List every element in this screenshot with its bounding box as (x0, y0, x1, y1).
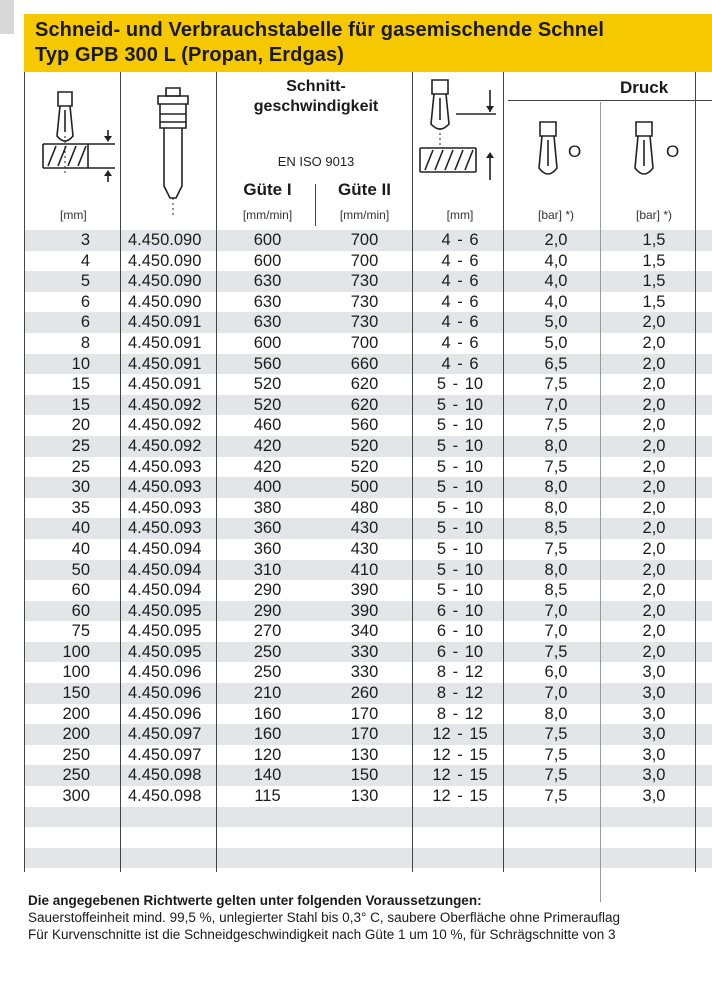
table-row (24, 807, 712, 828)
guete-1-cell: 630 (253, 272, 282, 291)
guete-2-cell: 620 (350, 375, 379, 394)
article-number-cell: 4.450.095 (128, 622, 202, 641)
table-row (24, 395, 712, 416)
guete-2-cell: 150 (350, 766, 379, 785)
unit-pressure-2: [bar] *) (635, 208, 672, 222)
nozzle-icon (148, 84, 198, 218)
thickness-cell: 6 (80, 292, 90, 311)
table-row (24, 333, 712, 354)
thickness-cell: 60 (71, 581, 90, 600)
article-number-cell: 4.450.094 (128, 560, 202, 579)
guete-1-cell: 120 (253, 745, 282, 764)
grid-line (412, 72, 413, 872)
pressure-2-cell: 1,5 (642, 292, 666, 311)
page-corner-tab (0, 0, 14, 34)
pressure-1-cell: 7,5 (544, 787, 568, 806)
table-row (24, 765, 712, 786)
guete-1-cell: 600 (253, 333, 282, 352)
guete-1-cell (220, 848, 315, 869)
pressure-1-cell: 6,0 (544, 663, 568, 682)
height-cell: 8 - 12 (436, 663, 484, 682)
thickness-cell: 250 (62, 766, 90, 785)
table-row (24, 477, 712, 498)
thickness-cell: 40 (71, 519, 90, 538)
table-row (24, 518, 712, 539)
guete-1-cell (220, 807, 315, 828)
grid-line (695, 72, 696, 872)
guete-1-cell: 600 (253, 251, 282, 270)
table-row (24, 539, 712, 560)
footer-line-1: Sauerstoffeinheit mind. 99,5 %, unlegierter Stahl bis 0,3° C, saubere Oberfläche ohne Primerauflag (28, 910, 620, 925)
guete-2-cell: 410 (350, 560, 379, 579)
guete-2-cell: 390 (350, 581, 379, 600)
pressure-1-cell: 4,0 (544, 292, 568, 311)
guete-2-cell: 260 (350, 684, 379, 703)
height-cell: 4 - 6 (441, 251, 479, 270)
guete-2-cell: 130 (350, 745, 379, 764)
pressure-2-cell: 2,0 (642, 333, 666, 352)
table-row (24, 457, 712, 478)
thickness-cell: 40 (71, 539, 90, 558)
thickness-cell: 3 (80, 231, 90, 249)
guete-2-cell: 480 (350, 498, 379, 517)
height-cell: 5 - 10 (436, 436, 484, 455)
pressure-2-cell: 1,5 (642, 272, 666, 291)
article-number-cell: 4.450.098 (128, 787, 202, 806)
article-number-cell: 4.450.090 (128, 231, 202, 249)
guete-1-cell: 520 (253, 375, 282, 394)
document-title: Schneid- und Verbrauchstabelle für gasemischende Schnel (35, 19, 604, 41)
pressure-2-cell (606, 848, 702, 869)
guete-1-cell: 360 (253, 519, 282, 538)
thickness-cell: 100 (62, 663, 90, 682)
article-number-cell: 4.450.092 (128, 436, 202, 455)
pressure-1-cell: 8,0 (544, 436, 568, 455)
height-cell: 12 - 15 (432, 787, 488, 806)
thickness-cell: 8 (80, 333, 90, 352)
pressure-1-cell: 8,0 (544, 704, 568, 723)
thickness-cell: 200 (62, 725, 90, 744)
guete-2-cell: 330 (350, 663, 379, 682)
thickness-cell (24, 807, 90, 828)
pressure-1-cell: 7,0 (544, 601, 568, 620)
article-number-cell: 4.450.091 (128, 375, 202, 394)
height-cell: 6 - 10 (436, 642, 484, 661)
height-cell: 5 - 10 (436, 560, 484, 579)
article-number-cell: 4.450.090 (128, 292, 202, 311)
pressure-1-cell: 7,5 (544, 642, 568, 661)
article-number-cell: 4.450.096 (128, 684, 202, 703)
table-row (24, 436, 712, 457)
guete-2-header: Güte II (338, 180, 391, 199)
height-cell: 4 - 6 (441, 272, 479, 291)
pressure-2-cell: 3,0 (642, 684, 666, 703)
thickness-cell: 15 (71, 375, 90, 394)
pressure-1-cell: 7,0 (544, 622, 568, 641)
guete-2-cell: 700 (350, 251, 379, 270)
table-row (24, 230, 712, 251)
gauge-marker-2: O (666, 142, 680, 161)
footer-heading: Die angegebenen Richtwerte gelten unter folgenden Voraussetzungen: (28, 893, 482, 908)
speed-heading (220, 77, 412, 117)
guete-1-cell: 600 (253, 231, 282, 249)
height-cell: 5 - 10 (436, 539, 484, 558)
guete-2-cell: 170 (350, 704, 379, 723)
pressure-2-cell: 3,0 (642, 766, 666, 785)
pressure-1-cell: 7,5 (544, 539, 568, 558)
height-cell: 4 - 6 (441, 313, 479, 332)
guete-2-cell: 430 (350, 519, 379, 538)
iso-standard-label: EN ISO 9013 (277, 154, 355, 169)
article-number-cell: 4.450.090 (128, 272, 202, 291)
thickness-cell (24, 848, 90, 869)
thickness-cell: 20 (71, 416, 90, 435)
height-cell: 5 - 10 (436, 498, 484, 517)
height-cell: 4 - 6 (441, 292, 479, 311)
pressure-2-cell: 3,0 (642, 704, 666, 723)
guete-1-cell: 630 (253, 292, 282, 311)
pressure-2-cell: 2,0 (642, 601, 666, 620)
article-number-cell: 4.450.091 (128, 313, 202, 332)
pressure-1-cell: 8,0 (544, 498, 568, 517)
pressure-2-cell: 2,0 (642, 436, 666, 455)
pressure-1-cell: 5,0 (544, 313, 568, 332)
pressure-2-cell (606, 807, 702, 828)
guete-1-cell: 290 (253, 601, 282, 620)
guete-2-cell: 730 (350, 272, 379, 291)
height-cell: 12 - 15 (432, 766, 488, 785)
thickness-cell: 25 (71, 436, 90, 455)
height-cell (412, 807, 508, 828)
unit-guete-1: [mm/min] (242, 208, 293, 222)
guete-1-cell: 140 (253, 766, 282, 785)
article-number-cell (128, 807, 220, 828)
pressure-1-cell: 4,0 (544, 272, 568, 291)
thickness-cell: 5 (80, 272, 90, 291)
thickness-cell: 4 (80, 251, 90, 270)
height-cell: 12 - 15 (432, 725, 488, 744)
article-number-cell: 4.450.090 (128, 251, 202, 270)
height-cell: 5 - 10 (436, 478, 484, 497)
pressure-1-cell: 8,5 (544, 581, 568, 600)
guete-2-cell: 700 (350, 333, 379, 352)
thickness-cell: 6 (80, 313, 90, 332)
guete-2-cell: 430 (350, 539, 379, 558)
guete-2-cell (317, 848, 412, 869)
guete-1-cell: 400 (253, 478, 282, 497)
guete-1-cell: 630 (253, 313, 282, 332)
article-number-cell: 4.450.094 (128, 539, 202, 558)
height-cell: 6 - 10 (436, 622, 484, 641)
article-number-cell: 4.450.093 (128, 498, 202, 517)
height-cell: 12 - 15 (432, 745, 488, 764)
guete-1-cell: 460 (253, 416, 282, 435)
guete-1-cell: 420 (253, 457, 282, 476)
article-number-cell: 4.450.096 (128, 663, 202, 682)
pressure-1-cell: 5,0 (544, 333, 568, 352)
pressure-1-cell: 7,5 (544, 725, 568, 744)
table-row (24, 580, 712, 601)
speed-heading-line2: geschwindigkeit (253, 98, 379, 115)
guete-2-cell: 390 (350, 601, 379, 620)
guete-1-cell: 310 (253, 560, 282, 579)
guete-2-cell: 500 (350, 478, 379, 497)
gauge-marker-1: O (568, 142, 582, 161)
speed-heading-line1: Schnitt- (286, 78, 346, 95)
pressure-1-cell: 7,0 (544, 684, 568, 703)
pressure-2-cell: 2,0 (642, 313, 666, 332)
guete-2-cell: 620 (350, 395, 379, 414)
article-number-cell (128, 827, 220, 848)
guete-divider (315, 184, 316, 226)
table-body (24, 230, 712, 868)
table-row (24, 724, 712, 745)
table-row (24, 251, 712, 272)
document-subtitle: Typ GPB 300 L (Propan, Erdgas) (35, 44, 344, 66)
pressure-2-cell: 1,5 (642, 251, 666, 270)
title-band (24, 14, 712, 72)
pressure-1-cell (508, 848, 604, 869)
height-cell: 4 - 6 (441, 333, 479, 352)
height-cell: 5 - 10 (436, 519, 484, 538)
table-row (24, 848, 712, 869)
article-number-cell: 4.450.091 (128, 333, 202, 352)
height-cell: 5 - 10 (436, 581, 484, 600)
article-number-cell: 4.450.095 (128, 642, 202, 661)
footer-line-2: Für Kurvenschnitte ist die Schneidgeschwindigkeit nach Güte 1 um 10 %, für Schrägschnitte von 3 (28, 927, 616, 942)
pressure-2-cell: 2,0 (642, 478, 666, 497)
pressure-2-cell: 2,0 (642, 519, 666, 538)
cutting-table (24, 72, 712, 872)
table-row (24, 662, 712, 683)
thickness-cell: 150 (62, 684, 90, 703)
guete-1-cell: 360 (253, 539, 282, 558)
grid-line (216, 72, 217, 872)
guete-2-cell: 330 (350, 642, 379, 661)
pressure-2-cell: 2,0 (642, 498, 666, 517)
unit-guete-2: [mm/min] (339, 208, 390, 222)
guete-1-cell: 270 (253, 622, 282, 641)
pressure-1-cell: 7,5 (544, 416, 568, 435)
thickness-cell: 300 (62, 787, 90, 806)
thickness-cell: 10 (71, 354, 90, 373)
table-row (24, 745, 712, 766)
pressure-1-cell (508, 807, 604, 828)
pressure-nozzle-icon-2 (630, 118, 670, 190)
thickness-cell: 35 (71, 498, 90, 517)
thickness-cell: 50 (71, 560, 90, 579)
guete-1-cell (220, 827, 315, 848)
guete-2-cell: 730 (350, 313, 379, 332)
thickness-cell: 75 (71, 622, 90, 641)
article-number-cell: 4.450.094 (128, 581, 202, 600)
grid-line (600, 102, 601, 902)
article-number-cell: 4.450.093 (128, 478, 202, 497)
guete-2-cell: 170 (350, 725, 379, 744)
pressure-2-cell: 3,0 (642, 745, 666, 764)
table-row (24, 312, 712, 333)
grid-line (503, 72, 504, 872)
article-number-cell: 4.450.092 (128, 395, 202, 414)
height-cell (412, 827, 508, 848)
height-cell: 5 - 10 (436, 375, 484, 394)
thickness-cell: 60 (71, 601, 90, 620)
table-row (24, 292, 712, 313)
guete-1-cell: 420 (253, 436, 282, 455)
article-number-cell: 4.450.095 (128, 601, 202, 620)
druck-underline (508, 100, 712, 101)
guete-2-cell: 520 (350, 436, 379, 455)
guete-2-cell: 520 (350, 457, 379, 476)
pressure-2-cell: 2,0 (642, 354, 666, 373)
article-number-cell: 4.450.098 (128, 766, 202, 785)
table-row (24, 704, 712, 725)
table-row (24, 827, 712, 848)
pressure-1-cell: 8,0 (544, 478, 568, 497)
footer-notes (28, 893, 712, 942)
table-row (24, 415, 712, 436)
height-cell: 8 - 12 (436, 704, 484, 723)
height-cell: 4 - 6 (441, 231, 479, 249)
pressure-1-cell: 6,5 (544, 354, 568, 373)
pressure-2-cell: 2,0 (642, 395, 666, 414)
height-cell: 5 - 10 (436, 457, 484, 476)
pressure-1-cell: 8,0 (544, 560, 568, 579)
pressure-1-cell: 7,5 (544, 457, 568, 476)
guete-1-cell: 520 (253, 395, 282, 414)
pressure-2-cell: 2,0 (642, 457, 666, 476)
guete-2-cell: 700 (350, 231, 379, 249)
article-number-cell (128, 848, 220, 869)
pressure-1-cell: 2,0 (544, 231, 568, 249)
table-row (24, 601, 712, 622)
plate-thickness-icon (38, 86, 124, 190)
unit-height: [mm] (446, 208, 474, 222)
article-number-cell: 4.450.092 (128, 416, 202, 435)
table-row (24, 642, 712, 663)
article-number-cell: 4.450.097 (128, 725, 202, 744)
article-number-cell: 4.450.097 (128, 745, 202, 764)
table-row (24, 621, 712, 642)
guete-2-cell: 130 (350, 787, 379, 806)
thickness-cell: 25 (71, 457, 90, 476)
pressure-1-cell: 7,5 (544, 766, 568, 785)
guete-2-cell: 730 (350, 292, 379, 311)
guete-1-cell: 380 (253, 498, 282, 517)
thickness-cell: 200 (62, 704, 90, 723)
guete-1-cell: 160 (253, 725, 282, 744)
pressure-2-cell: 2,0 (642, 622, 666, 641)
thickness-cell: 250 (62, 745, 90, 764)
pressure-1-cell: 7,5 (544, 375, 568, 394)
guete-2-cell: 340 (350, 622, 379, 641)
thickness-cell: 30 (71, 478, 90, 497)
thickness-cell: 100 (62, 642, 90, 661)
guete-2-cell (317, 807, 412, 828)
height-cell: 5 - 10 (436, 395, 484, 414)
guete-1-cell: 250 (253, 642, 282, 661)
guete-1-cell: 160 (253, 704, 282, 723)
article-number-cell: 4.450.093 (128, 457, 202, 476)
pressure-1-cell (508, 827, 604, 848)
height-cell: 4 - 6 (441, 354, 479, 373)
article-number-cell: 4.450.096 (128, 704, 202, 723)
table-row (24, 498, 712, 519)
guete-1-cell: 210 (253, 684, 282, 703)
grid-line (120, 72, 121, 872)
thickness-cell: 15 (71, 395, 90, 414)
table-row (24, 271, 712, 292)
guete-1-cell: 560 (253, 354, 282, 373)
guete-2-cell: 560 (350, 416, 379, 435)
height-cell: 6 - 10 (436, 601, 484, 620)
pressure-1-cell: 7,5 (544, 745, 568, 764)
pressure-2-cell: 3,0 (642, 725, 666, 744)
article-number-cell: 4.450.091 (128, 354, 202, 373)
height-cell (412, 848, 508, 869)
guete-2-cell (317, 827, 412, 848)
guete-1-cell: 250 (253, 663, 282, 682)
pressure-2-cell: 2,0 (642, 560, 666, 579)
article-number-cell: 4.450.093 (128, 519, 202, 538)
height-cell: 5 - 10 (436, 416, 484, 435)
pressure-2-cell: 2,0 (642, 416, 666, 435)
table-row (24, 786, 712, 807)
unit-pressure-1: [bar] *) (537, 208, 574, 222)
height-cell: 8 - 12 (436, 684, 484, 703)
pressure-2-cell: 2,0 (642, 642, 666, 661)
pressure-2-cell: 2,0 (642, 539, 666, 558)
pressure-1-cell: 8,5 (544, 519, 568, 538)
guete-1-header: Güte I (243, 180, 292, 199)
guete-2-cell: 660 (350, 354, 379, 373)
grid-line (24, 72, 25, 872)
table-row (24, 683, 712, 704)
druck-header: Druck (620, 78, 669, 97)
pressure-2-cell: 2,0 (642, 375, 666, 394)
pressure-2-cell: 3,0 (642, 663, 666, 682)
pressure-2-cell: 3,0 (642, 787, 666, 806)
pressure-1-cell: 7,0 (544, 395, 568, 414)
table-row (24, 354, 712, 375)
pressure-2-cell: 2,0 (642, 581, 666, 600)
pressure-2-cell (606, 827, 702, 848)
nozzle-height-icon (416, 76, 502, 184)
pressure-1-cell: 4,0 (544, 251, 568, 270)
guete-1-cell: 115 (254, 787, 281, 806)
unit-thickness: [mm] (60, 208, 87, 222)
table-row (24, 560, 712, 581)
pressure-2-cell: 1,5 (642, 231, 666, 249)
thickness-cell (24, 827, 90, 848)
guete-1-cell: 290 (253, 581, 282, 600)
table-row (24, 374, 712, 395)
